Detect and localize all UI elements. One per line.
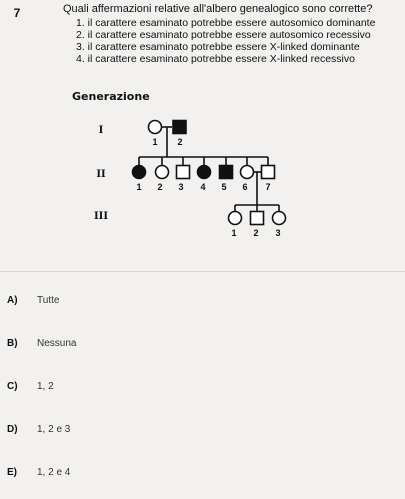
label-I-1: 1 [152, 137, 158, 147]
question-number: 7 [13, 6, 21, 20]
answer-text: Tutte [37, 295, 60, 306]
label-III-2: 2 [253, 228, 259, 238]
answer-option-c[interactable] [7, 381, 54, 392]
label-II-7: 7 [265, 182, 271, 192]
answer-letter: D) [7, 424, 18, 435]
individual-III-2 [251, 212, 264, 225]
label-II-2: 2 [157, 182, 163, 192]
answer-text: Nessuna [37, 338, 77, 349]
divider [0, 271, 405, 272]
individual-III-1 [229, 212, 242, 225]
answer-option-d[interactable] [7, 424, 70, 435]
question-text: Quali affermazioni relative all'albero genealogico sono corrette? [63, 3, 373, 15]
answer-letter: E) [7, 467, 17, 478]
individual-II-6 [241, 166, 254, 179]
answer-letter: A) [7, 295, 18, 306]
label-II-1: 1 [136, 182, 142, 192]
individual-II-2 [156, 166, 169, 179]
label-II-4: 4 [200, 182, 206, 192]
answer-letter: B) [7, 338, 18, 349]
answer-text: 1, 2 e 4 [37, 467, 71, 478]
answer-option-b[interactable] [7, 338, 76, 349]
label-II-5: 5 [221, 182, 227, 192]
answer-option-e[interactable] [7, 467, 70, 478]
answer-letter: C) [7, 381, 18, 392]
individual-II-4 [198, 166, 211, 179]
individual-I-1 [149, 121, 162, 134]
generation-label-III: III [93, 211, 109, 222]
label-II-3: 3 [178, 182, 184, 192]
individual-II-7 [262, 166, 275, 179]
answer-text: 1, 2 [37, 381, 54, 392]
individual-I-2 [173, 121, 186, 134]
statement-3: 3. il carattere esaminato potrebbe essere X-linked dominante [76, 41, 360, 53]
statement-2: 2. il carattere esaminato potrebbe essere autosomico recessivo [76, 29, 371, 41]
answer-text: 1, 2 e 3 [37, 424, 71, 435]
label-I-2: 2 [177, 137, 183, 147]
statement-4: 4. il carattere esaminato potrebbe essere X-linked recessivo [76, 53, 355, 65]
individual-II-1 [133, 166, 146, 179]
label-II-6: 6 [242, 182, 248, 192]
statement-1: 1. il carattere esaminato potrebbe essere autosomico dominante [76, 17, 376, 29]
generation-label-II: II [96, 169, 106, 180]
individual-III-3 [273, 212, 286, 225]
pedigree-title: Generazione [72, 90, 150, 103]
generation-label-I: I [98, 125, 104, 136]
answer-option-a[interactable] [7, 295, 59, 306]
individual-II-3 [177, 166, 190, 179]
label-III-1: 1 [231, 228, 237, 238]
label-III-3: 3 [275, 228, 281, 238]
individual-II-5 [220, 166, 233, 179]
